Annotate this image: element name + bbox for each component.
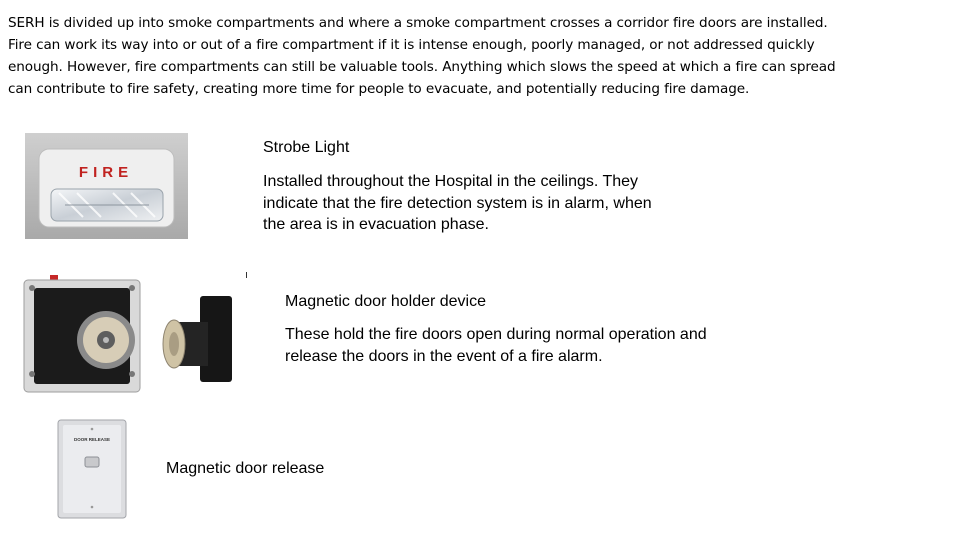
strobe-light-description (263, 171, 652, 236)
description-line: Installed throughout the Hospital in the ceilings. They (263, 173, 639, 190)
description-line: These hold the fire doors open during normal operation and (285, 326, 707, 343)
strobe-light-title: Strobe Light (263, 139, 350, 156)
intro-line: SERH is divided up into smoke compartments and where a smoke compartment crosses a corridor fire doors are installed. (8, 15, 828, 31)
intro-line: enough. However, fire compartments can still be valuable tools. Anything which slows the speed at which a fire can spread (8, 59, 836, 75)
intro-line: can contribute to fire safety, creating more time for people to evacuate, and potentially reducing fire damage. (8, 81, 750, 97)
description-line: release the doors in the event of a fire alarm. (285, 347, 603, 365)
intro-paragraph (8, 12, 958, 100)
divider-mark (246, 272, 247, 278)
door-holder-description (285, 324, 707, 367)
door-holder-title: Magnetic door holder device (285, 293, 487, 310)
strobe-light-image (25, 133, 188, 239)
fire-label: FIRE (78, 164, 134, 181)
door-release-title: Magnetic door release (166, 460, 325, 477)
description-line: the area is in evacuation phase. (263, 216, 489, 233)
description-line: indicate that the fire detection system is in alarm, when (263, 194, 652, 212)
magnetic-door-holder-image (22, 272, 240, 396)
door-release-label: DOOR RELEASE (73, 437, 111, 442)
intro-line: Fire can work its way into or out of a fire compartment if it is intense enough, poorly managed, or not addressed quickly (8, 37, 815, 53)
magnetic-door-release-image (57, 419, 127, 519)
